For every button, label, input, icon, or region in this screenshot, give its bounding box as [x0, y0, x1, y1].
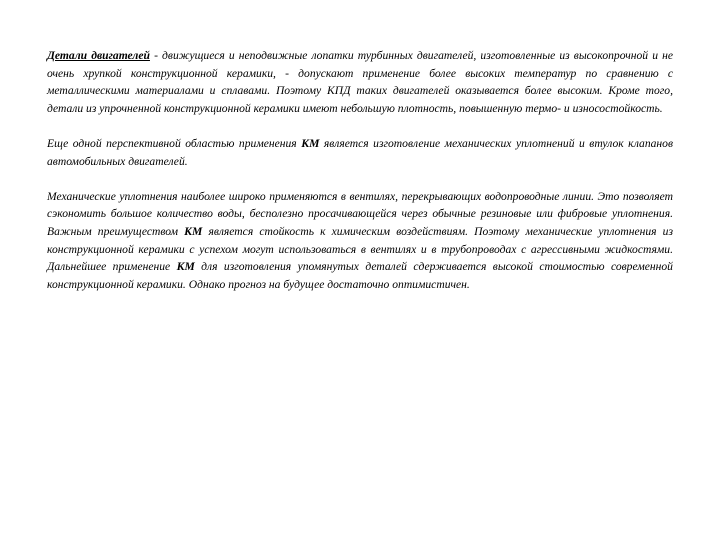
paragraph-text: Механические уплотнения наиболее широко применяются в вентилях, перекрывающих водопроводные линии. Это позволяет сэкономить большое количество воды, бесполезно просачивающейся через обычные резиновые или фибровые уплотнения. Важным преимуществом	[47, 189, 673, 238]
paragraph-text: - движущиеся и неподвижные лопатки турбинных двигателей, изготовленные из высокопрочной и не очень хрупкой конструкционной керамики, - допускают применение более высоких температур по сравнению с металлическими материалами и сплавами. Поэтому КПД таких двигателей оказывается более высоким. Кроме того, детали из упрочненной конструкционной керамики имеют небольшую плотность, повышенную термо- и износостойкость.	[47, 49, 673, 115]
document-body	[47, 47, 673, 311]
paragraph-engine-parts	[47, 47, 673, 117]
paragraph-text: является стойкость к химическим воздействиям. Поэтому механические уплотнения из конструкционной керамики с успехом могут использоваться в вентилях и в трубопроводах с агрессивными жидкостями. Дальнейшее применение	[47, 224, 673, 274]
paragraph-seals-application	[47, 135, 673, 170]
paragraph-text: для изготовления упомянутых деталей сдерживается высокой стоимостью современной конструкционной керамики. Однако прогноз на будущее достаточно оптимистичен.	[47, 260, 673, 291]
abbr-km: КМ	[301, 136, 320, 150]
abbr-km: КМ	[176, 260, 195, 274]
paragraph-text: Еще одной перспективной областью применения	[47, 136, 302, 150]
paragraph-mechanical-seals	[47, 188, 673, 294]
term-engine-parts: Детали двигателей	[47, 49, 150, 62]
paragraph-text: является изготовление механических уплотнений и втулок клапанов автомобильных двигателей.	[47, 136, 673, 168]
abbr-km: КМ	[184, 224, 203, 238]
